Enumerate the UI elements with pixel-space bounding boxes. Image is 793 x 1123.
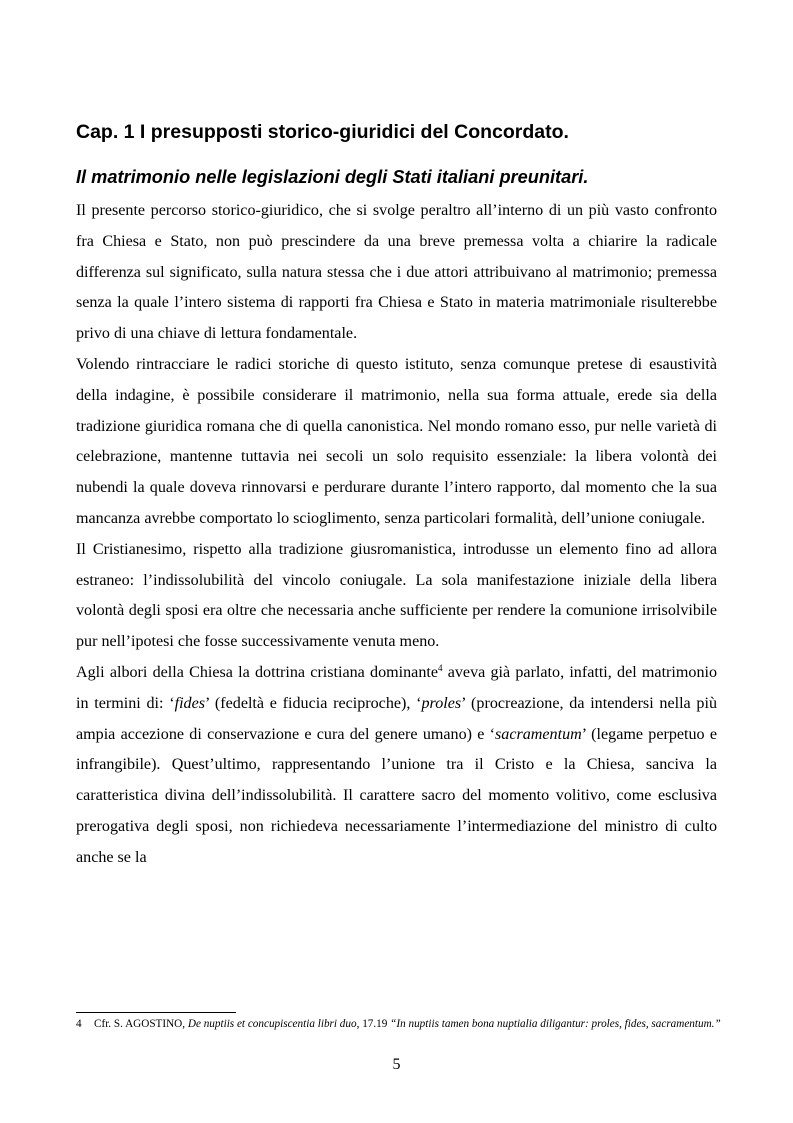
footnote-text	[94, 1017, 726, 1032]
paragraph-4-text: aveva già parlato, infatti, del matrimonio in termini di: ‘	[76, 663, 718, 712]
footnote-citation: Cfr. S. AGOSTINO,	[94, 1018, 188, 1030]
footnote-citation-ref: , 17.19	[356, 1018, 391, 1030]
term-proles: proles	[421, 694, 462, 712]
footnote-work-title: De nuptiis et concupiscentia libri duo	[187, 1018, 357, 1030]
term-fides: fides	[174, 694, 205, 712]
paragraph-4-text: ’ (procreazione, da intendersi nella più ampia accezione di conservazione e cura del genere umano) e ‘	[76, 694, 717, 743]
footnote-separator	[76, 1012, 236, 1013]
term-sacramentum: sacramentum	[495, 725, 582, 743]
paragraph-3: Il Cristianesimo, rispetto alla tradizione giusromanistica, introdusse un elemento fino ad allora estraneo: l’indissolubilità del vincolo coniugale. La sola manifestazione iniziale della libera volontà degli sposi era oltre che necessaria anche sufficiente per rendere la comunione irrisolvibile pur nell’ipotesi che fosse successivamente venuta meno.	[76, 540, 717, 651]
footnote-reference[interactable]: 4	[438, 662, 443, 673]
paragraph-1: Il presente percorso storico-giuridico, che si svolge peraltro all’interno di un più vasto confronto fra Chiesa e Stato, non può prescindere da una breve premessa volta a chiarire la radicale differenza sul significato, sulla natura stessa che i due attori attribuivano al matrimonio; premessa senza la quale l’intero sistema di rapporti fra Chiesa e Stato in materia matrimoniale risulterebbe privo di una chiave di lettura fondamentale.	[76, 202, 717, 343]
paragraph-4-text: ’ (fedeltà e fiducia reciproche), ‘	[205, 694, 422, 712]
paragraph-4	[76, 658, 717, 874]
page-number: 5	[392, 1056, 401, 1073]
paragraph-2: Volendo rintracciare le radici storiche di questo istituto, senza comunque pretese di esaustività della indagine, è possibile considerare il matrimonio, nella sua forma attuale, erede sia della tradizione giuridica romana che di quella canonistica. Nel mondo romano esso, pur nelle varietà di celebrazione, mantenne tuttavia nei secoli un solo requisito essenziale: la libera volontà dei nubendi la quale doveva rinnovarsi e perdurare durante l’intero rapporto, dal momento che la sua mancanza avrebbe comportato lo scioglimento, senza particolari formalità, dell’unione coniugale.	[76, 355, 717, 527]
footnote-quote: “In nuptiis tamen bona nuptialia diligantur: proles, fides, sacramentum.”	[390, 1018, 721, 1030]
body-text	[76, 196, 717, 874]
footnote-number: 4	[76, 1018, 82, 1030]
chapter-title: Cap. 1 I presupposti storico-giuridici del Concordato.	[76, 121, 569, 143]
paragraph-4-text: ’ (legame perpetuo e infrangibile). Quest’ultimo, rappresentando l’unione tra il Cristo e la Chiesa, sanciva la caratteristica divina dell’indissolubilità. Il carattere sacro del momento volitivo, come esclusiva prerogativa degli sposi, non richiedeva necessariamente l’intermediazione del ministro di culto anche se la	[76, 725, 717, 866]
paragraph-4-text: Agli albori della Chiesa la dottrina cristiana dominante	[76, 663, 438, 681]
footnote	[76, 1017, 726, 1032]
section-subtitle: Il matrimonio nelle legislazioni degli Stati italiani preunitari.	[76, 167, 589, 187]
